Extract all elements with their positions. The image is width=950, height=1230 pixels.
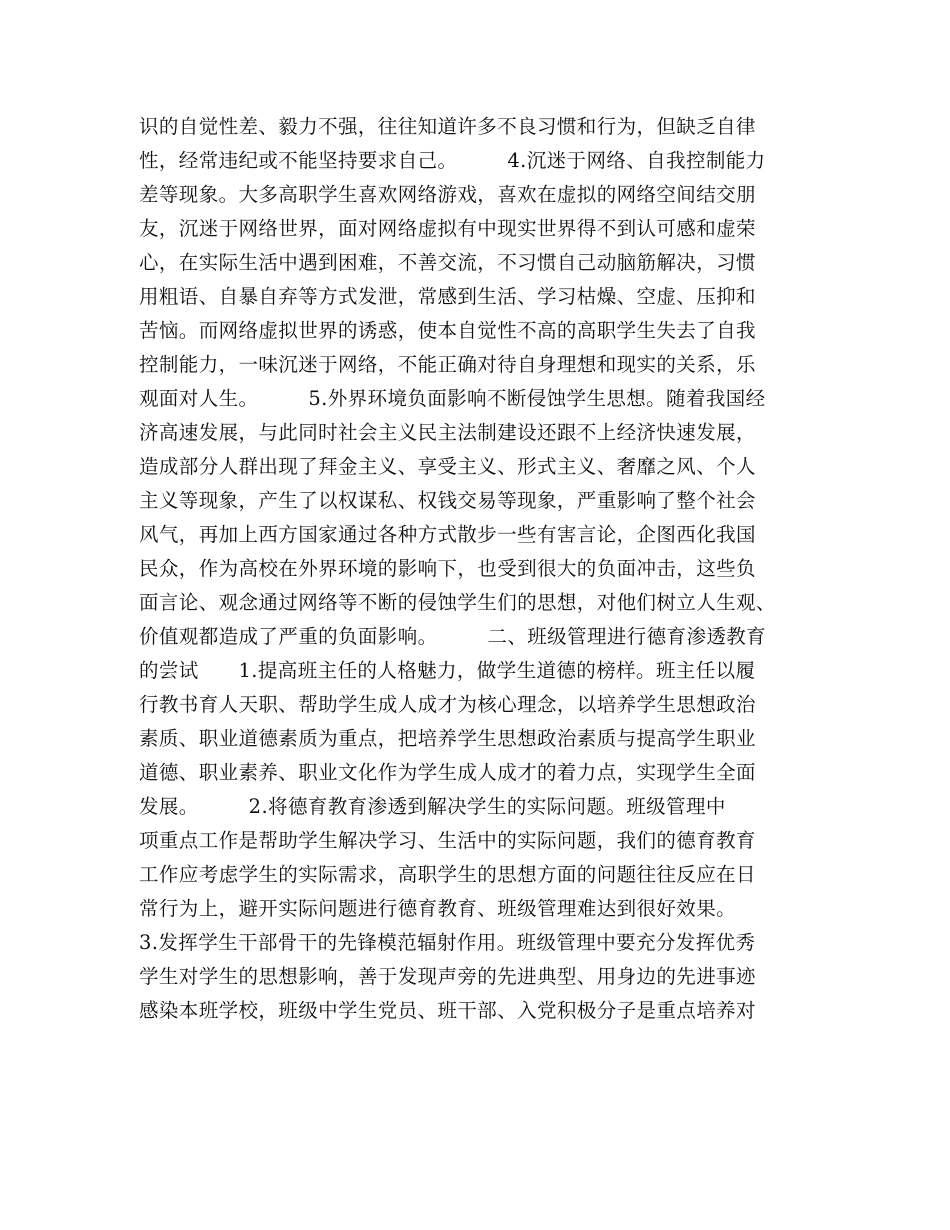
- text-line-9: 观面对人生。 5.外界环境负面影响不断侵蚀学生思想。随着我国经: [139, 387, 766, 410]
- text-line-7: 苦恼。而网络虚拟世界的诱惑，使本自觉性不高的高职学生失去了自我: [139, 319, 756, 342]
- text-line-17: 的尝试 1.提高班主任的人格魅力，做学生道德的榜样。班主任以履: [139, 659, 756, 682]
- text-line-16: 价值观都造成了严重的负面影响。 二、班级管理进行德育渗透教育: [139, 625, 767, 648]
- text-line-10: 济高速发展，与此同时社会主义民主法制建设还跟不上经济快速发展，: [139, 421, 756, 444]
- text-line-3: 差等现象。大多高职学生喜欢网络游戏，喜欢在虚拟的网络空间结交朋: [139, 183, 756, 206]
- text-line-24: 常行为上，避开实际问题进行德育教育、班级管理难达到很好效果。: [139, 897, 737, 920]
- body-text: [139, 110, 829, 1028]
- text-line-20: 道德、职业素养、职业文化作为学生成人成才的着力点，实现学生全面: [139, 761, 756, 784]
- text-line-6: 用粗语、自暴自弃等方式发泄，常感到生活、学习枯燥、空虚、压抑和: [139, 285, 756, 308]
- text-line-4: 友，沉迷于网络世界，面对网络虚拟有中现实世界得不到认可感和虚荣: [139, 217, 756, 240]
- text-line-2: 性，经常违纪或不能坚持要求自己。 4.沉迷于网络、自我控制能力: [139, 149, 766, 172]
- text-line-18: 行教书育人天职、帮助学生成人成才为核心理念，以培养学生思想政治: [139, 693, 756, 716]
- text-line-23: 工作应考虑学生的实际需求，高职学生的思想方面的问题往往反应在日: [139, 863, 756, 886]
- text-line-22: 项重点工作是帮助学生解决学习、生活中的实际问题，我们的德育教育: [139, 829, 756, 852]
- text-line-15: 面言论、观念通过网络等不断的侵蚀学生们的思想，对他们树立人生观、: [139, 591, 776, 614]
- text-line-26: 学生对学生的思想影响，善于发现声旁的先进典型、用身边的先进事迹: [139, 965, 756, 988]
- text-line-13: 风气，再加上西方国家通过各种方式散步一些有害言论，企图西化我国: [139, 523, 756, 546]
- text-line-25: 3.发挥学生干部骨干的先锋模范辐射作用。班级管理中要充分发挥优秀: [139, 931, 756, 954]
- text-line-12: 主义等现象，产生了以权谋私、权钱交易等现象，严重影响了整个社会: [139, 489, 756, 512]
- text-line-1: 识的自觉性差、毅力不强，往往知道许多不良习惯和行为，但缺乏自律: [139, 115, 756, 138]
- text-line-8: 控制能力，一味沉迷于网络，不能正确对待自身理想和现实的关系，乐: [139, 353, 756, 376]
- text-line-19: 素质、职业道德素质为重点，把培养学生思想政治素质与提高学生职业: [139, 727, 756, 750]
- text-line-14: 民众，作为高校在外界环境的影响下，也受到很大的负面冲击，这些负: [139, 557, 756, 580]
- text-line-21: 发展。 2.将德育教育渗透到解决学生的实际问题。班级管理中: [139, 795, 726, 818]
- text-line-11: 造成部分人群出现了拜金主义、享受主义、形式主义、奢靡之风、个人: [139, 455, 756, 478]
- text-line-27: 感染本班学校，班级中学生党员、班干部、入党积极分子是重点培养对: [139, 999, 756, 1022]
- text-line-5: 心，在实际生活中遇到困难，不善交流，不习惯自己动脑筋解决，习惯: [139, 251, 756, 274]
